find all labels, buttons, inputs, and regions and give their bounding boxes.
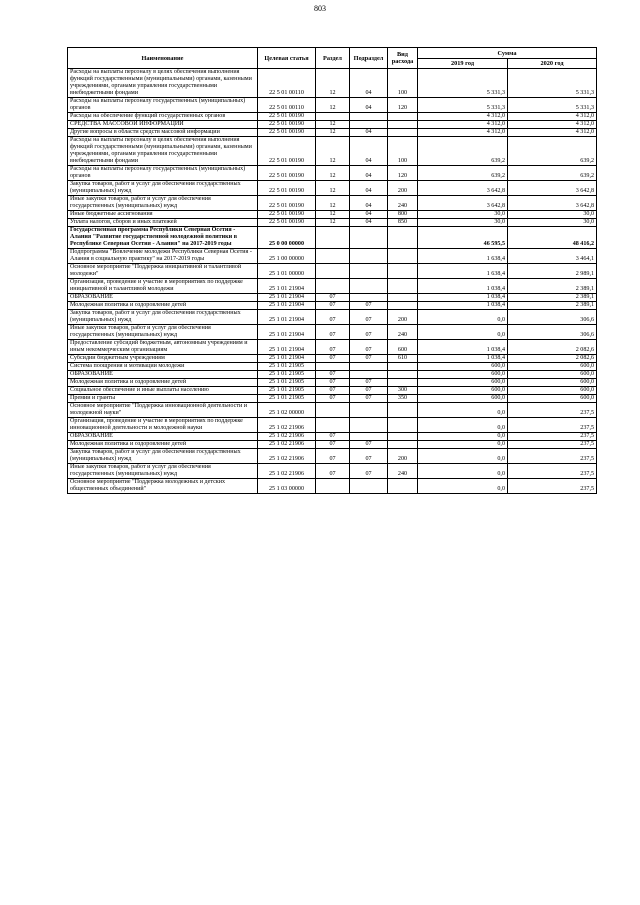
cell-subsection: 07	[350, 355, 388, 363]
cell-subsection: 07	[350, 379, 388, 387]
cell-name: Организация, проведение и участие в мероприятиях по поддержке инновационной деятельности и молодежной науки	[68, 418, 258, 433]
cell-section: 07	[316, 433, 350, 441]
cell-section	[316, 403, 350, 418]
cell-expense-type: 200	[388, 310, 418, 325]
cell-2020: 2 989,1	[508, 264, 597, 279]
cell-section: 12	[316, 166, 350, 181]
table-row	[68, 249, 597, 264]
cell-expense-type	[388, 121, 418, 129]
cell-section: 07	[316, 449, 350, 464]
cell-2020: 2 389,1	[508, 302, 597, 310]
cell-expense-type	[388, 479, 418, 494]
cell-2019: 46 595,5	[418, 227, 508, 249]
budget-table	[67, 47, 597, 494]
cell-expense-type: 200	[388, 181, 418, 196]
cell-2019: 0,0	[418, 479, 508, 494]
cell-expense-type: 800	[388, 211, 418, 219]
cell-subsection: 07	[350, 464, 388, 479]
cell-name: Расходы на обеспечение функций государственных органов	[68, 113, 258, 121]
cell-name: ОБРАЗОВАНИЕ	[68, 371, 258, 379]
page-number: 803	[314, 4, 326, 13]
cell-2020: 237,5	[508, 403, 597, 418]
cell-expense-type	[388, 418, 418, 433]
cell-target: 25 1 01 21904	[258, 340, 316, 355]
cell-target: 25 1 02 21906	[258, 418, 316, 433]
table-row	[68, 264, 597, 279]
cell-2020: 237,5	[508, 441, 597, 449]
cell-name: Организация, проведение и участие в мероприятиях по поддержке инициативной и талантливой молодежи	[68, 279, 258, 294]
cell-expense-type: 120	[388, 98, 418, 113]
cell-2019: 0,0	[418, 464, 508, 479]
cell-name: Социальное обеспечение и иные выплаты населению	[68, 387, 258, 395]
cell-2019: 600,0	[418, 395, 508, 403]
cell-section: 07	[316, 371, 350, 379]
cell-2020: 2 389,1	[508, 294, 597, 302]
cell-section: 07	[316, 379, 350, 387]
cell-expense-type: 300	[388, 387, 418, 395]
cell-expense-type: 240	[388, 325, 418, 340]
cell-subsection	[350, 264, 388, 279]
cell-2020: 30,0	[508, 211, 597, 219]
cell-2019: 0,0	[418, 418, 508, 433]
cell-subsection: 04	[350, 69, 388, 98]
cell-target: 25 1 01 21904	[258, 310, 316, 325]
table-row	[68, 279, 597, 294]
cell-expense-type	[388, 113, 418, 121]
cell-subsection	[350, 403, 388, 418]
cell-2020: 600,0	[508, 371, 597, 379]
cell-name: Другие вопросы в области средств массовой информации	[68, 129, 258, 137]
cell-target: 22 5 01 00190	[258, 121, 316, 129]
cell-2020: 600,0	[508, 395, 597, 403]
cell-section	[316, 363, 350, 371]
table-row	[68, 166, 597, 181]
header-2019: 2019 год	[418, 59, 508, 69]
cell-2020: 306,6	[508, 310, 597, 325]
cell-target: 25 1 02 21906	[258, 433, 316, 441]
cell-target: 25 1 01 21904	[258, 294, 316, 302]
table-row	[68, 302, 597, 310]
header-sum: Сумма	[418, 48, 597, 59]
cell-section: 07	[316, 395, 350, 403]
cell-2019: 4 312,0	[418, 113, 508, 121]
table-row	[68, 433, 597, 441]
cell-subsection: 04	[350, 196, 388, 211]
cell-2019: 0,0	[418, 441, 508, 449]
table-row	[68, 98, 597, 113]
cell-section	[316, 113, 350, 121]
cell-subsection: 07	[350, 325, 388, 340]
cell-name: ОБРАЗОВАНИЕ	[68, 294, 258, 302]
cell-2020: 237,5	[508, 449, 597, 464]
cell-expense-type: 200	[388, 449, 418, 464]
cell-2020: 600,0	[508, 363, 597, 371]
cell-target: 22 5 01 00190	[258, 113, 316, 121]
cell-2020: 237,5	[508, 418, 597, 433]
cell-name: Молодежная политика и оздоровление детей	[68, 441, 258, 449]
header-subsection: Подраздел	[350, 48, 388, 69]
cell-2019: 5 331,3	[418, 98, 508, 113]
cell-expense-type: 600	[388, 340, 418, 355]
cell-section: 07	[316, 387, 350, 395]
table-row	[68, 310, 597, 325]
cell-target: 25 1 00 00000	[258, 249, 316, 264]
cell-subsection	[350, 279, 388, 294]
cell-target: 25 1 01 21905	[258, 363, 316, 371]
table-row	[68, 113, 597, 121]
cell-2020: 4 312,0	[508, 129, 597, 137]
table-body	[68, 69, 597, 494]
cell-2019: 0,0	[418, 325, 508, 340]
cell-target: 25 1 02 00000	[258, 403, 316, 418]
cell-subsection: 07	[350, 340, 388, 355]
cell-name: Основное мероприятие "Поддержка инициативной и талантливой молодежи"	[68, 264, 258, 279]
cell-section	[316, 264, 350, 279]
cell-name: СРЕДСТВА МАССОВОЙ ИНФОРМАЦИИ	[68, 121, 258, 129]
table-row	[68, 219, 597, 227]
cell-expense-type	[388, 302, 418, 310]
table-row	[68, 371, 597, 379]
cell-2019: 600,0	[418, 363, 508, 371]
cell-section: 12	[316, 121, 350, 129]
cell-2019: 600,0	[418, 387, 508, 395]
cell-target: 25 1 01 21905	[258, 371, 316, 379]
cell-name: Закупка товаров, работ и услуг для обеспечения государственных (муниципальных) нужд	[68, 449, 258, 464]
cell-2019: 1 038,4	[418, 302, 508, 310]
table-row	[68, 227, 597, 249]
cell-2019: 4 312,0	[418, 129, 508, 137]
cell-name: Система поощрения и мотивации молодежи	[68, 363, 258, 371]
cell-2020: 237,5	[508, 479, 597, 494]
cell-subsection: 04	[350, 219, 388, 227]
cell-2019: 600,0	[418, 379, 508, 387]
cell-target: 22 5 01 00190	[258, 166, 316, 181]
cell-subsection	[350, 418, 388, 433]
table-row	[68, 69, 597, 98]
cell-subsection	[350, 121, 388, 129]
table-row	[68, 387, 597, 395]
cell-name: Основное мероприятие "Поддержка молодежных и детских общественных объединений"	[68, 479, 258, 494]
cell-subsection: 07	[350, 302, 388, 310]
table-row	[68, 340, 597, 355]
cell-name: Молодежная политика и оздоровление детей	[68, 379, 258, 387]
cell-target: 25 1 03 00000	[258, 479, 316, 494]
cell-expense-type	[388, 279, 418, 294]
cell-target: 22 5 01 00190	[258, 219, 316, 227]
cell-target: 25 1 01 21904	[258, 279, 316, 294]
header-name: Наименование	[68, 48, 258, 69]
table-row	[68, 441, 597, 449]
table-row	[68, 464, 597, 479]
cell-2019: 600,0	[418, 371, 508, 379]
cell-2020: 48 416,2	[508, 227, 597, 249]
cell-section	[316, 227, 350, 249]
cell-section: 12	[316, 69, 350, 98]
cell-2019: 1 638,4	[418, 264, 508, 279]
cell-name: Расходы на выплаты персоналу в целях обеспечения выполнения функций государственными (муниципальными) органами, казенными учреждениями, органами управления государственными внебюджетными фондами	[68, 137, 258, 166]
cell-subsection: 04	[350, 181, 388, 196]
cell-2019: 639,2	[418, 137, 508, 166]
cell-name: Государственная программа Республики Северная Осетия - Алания "Развитие государственной молодежной политики в Республике Северная Осетия - Алания" на 2017-2019 годы	[68, 227, 258, 249]
cell-name: Закупка товаров, работ и услуг для обеспечения государственных (муниципальных) нужд	[68, 181, 258, 196]
cell-section	[316, 479, 350, 494]
cell-2020: 4 312,0	[508, 113, 597, 121]
cell-2020: 639,2	[508, 166, 597, 181]
cell-subsection: 07	[350, 395, 388, 403]
cell-2019: 3 642,8	[418, 196, 508, 211]
cell-target: 25 1 01 21904	[258, 302, 316, 310]
cell-expense-type	[388, 379, 418, 387]
cell-subsection: 04	[350, 137, 388, 166]
cell-expense-type	[388, 441, 418, 449]
cell-2019: 4 312,0	[418, 121, 508, 129]
cell-subsection	[350, 113, 388, 121]
table-row	[68, 355, 597, 363]
cell-subsection	[350, 363, 388, 371]
cell-expense-type	[388, 403, 418, 418]
cell-subsection: 04	[350, 166, 388, 181]
table-row	[68, 395, 597, 403]
cell-expense-type: 240	[388, 464, 418, 479]
cell-target: 25 1 01 21904	[258, 325, 316, 340]
cell-target: 25 1 01 21904	[258, 355, 316, 363]
cell-section: 12	[316, 196, 350, 211]
cell-subsection	[350, 227, 388, 249]
header-target: Целевая статья	[258, 48, 316, 69]
table-row	[68, 418, 597, 433]
cell-section: 07	[316, 302, 350, 310]
cell-2020: 30,0	[508, 219, 597, 227]
table-row	[68, 379, 597, 387]
table-row	[68, 325, 597, 340]
cell-target: 22 5 01 00190	[258, 129, 316, 137]
table-row	[68, 403, 597, 418]
cell-2019: 30,0	[418, 211, 508, 219]
cell-2019: 0,0	[418, 433, 508, 441]
cell-target: 25 1 02 21906	[258, 464, 316, 479]
cell-name: Премии и гранты	[68, 395, 258, 403]
cell-target: 25 1 01 21905	[258, 395, 316, 403]
cell-name: ОБРАЗОВАНИЕ	[68, 433, 258, 441]
cell-subsection	[350, 433, 388, 441]
cell-subsection: 07	[350, 387, 388, 395]
cell-name: Иные бюджетные ассигнования	[68, 211, 258, 219]
cell-section: 07	[316, 441, 350, 449]
cell-target: 25 1 02 21906	[258, 449, 316, 464]
cell-subsection	[350, 249, 388, 264]
cell-name: Основное мероприятие "Поддержка инновационной деятельности и молодежной науки"	[68, 403, 258, 418]
cell-target: 22 5 01 00110	[258, 69, 316, 98]
cell-name: Расходы на выплаты персоналу государственных (муниципальных) органов	[68, 98, 258, 113]
cell-2019: 1 038,4	[418, 340, 508, 355]
cell-target: 25 1 02 21906	[258, 441, 316, 449]
cell-section: 12	[316, 129, 350, 137]
table-row	[68, 449, 597, 464]
cell-expense-type: 100	[388, 137, 418, 166]
cell-expense-type: 610	[388, 355, 418, 363]
cell-expense-type	[388, 363, 418, 371]
cell-target: 25 1 01 00000	[258, 264, 316, 279]
cell-2020: 5 331,3	[508, 69, 597, 98]
cell-expense-type	[388, 371, 418, 379]
cell-section: 07	[316, 325, 350, 340]
cell-2019: 1 038,4	[418, 294, 508, 302]
cell-name: Расходы на выплаты персоналу в целях обеспечения выполнения функций государственными (муниципальными) органами, казенными учреждениями, органами управления государственными внебюджетными фондами	[68, 69, 258, 98]
cell-expense-type	[388, 249, 418, 264]
cell-2019: 0,0	[418, 310, 508, 325]
table-row	[68, 137, 597, 166]
cell-section: 12	[316, 211, 350, 219]
cell-2020: 600,0	[508, 379, 597, 387]
cell-expense-type: 120	[388, 166, 418, 181]
cell-expense-type: 100	[388, 69, 418, 98]
table-row	[68, 181, 597, 196]
cell-2020: 3 464,1	[508, 249, 597, 264]
cell-subsection: 04	[350, 129, 388, 137]
cell-name: Иные закупки товаров, работ и услуг для обеспечения государственных (муниципальных) нужд	[68, 196, 258, 211]
cell-subsection	[350, 371, 388, 379]
cell-2020: 639,2	[508, 137, 597, 166]
cell-target: 25 0 00 00000	[258, 227, 316, 249]
table-row	[68, 211, 597, 219]
cell-section: 12	[316, 219, 350, 227]
cell-target: 22 5 01 00190	[258, 211, 316, 219]
cell-2019: 30,0	[418, 219, 508, 227]
cell-name: Иные закупки товаров, работ и услуг для обеспечения государственных (муниципальных) нужд	[68, 464, 258, 479]
cell-section: 07	[316, 464, 350, 479]
cell-subsection: 07	[350, 310, 388, 325]
header-expense-type: Вид расхода	[388, 48, 418, 69]
cell-2020: 3 642,8	[508, 181, 597, 196]
cell-section: 12	[316, 98, 350, 113]
table-row	[68, 121, 597, 129]
cell-subsection	[350, 479, 388, 494]
cell-2019: 1 038,4	[418, 355, 508, 363]
cell-2019: 3 642,8	[418, 181, 508, 196]
cell-expense-type	[388, 227, 418, 249]
cell-section: 07	[316, 310, 350, 325]
cell-section: 12	[316, 181, 350, 196]
cell-name: Закупка товаров, работ и услуг для обеспечения государственных (муниципальных) нужд	[68, 310, 258, 325]
cell-target: 22 5 01 00190	[258, 137, 316, 166]
cell-target: 25 1 01 21905	[258, 387, 316, 395]
cell-expense-type: 240	[388, 196, 418, 211]
cell-2020: 2 389,1	[508, 279, 597, 294]
cell-target: 22 5 01 00110	[258, 98, 316, 113]
cell-2020: 3 642,8	[508, 196, 597, 211]
cell-name: Предоставление субсидий бюджетным, автономным учреждениям и иным некоммерческим организациям	[68, 340, 258, 355]
cell-target: 22 5 01 00190	[258, 181, 316, 196]
cell-target: 22 5 01 00190	[258, 196, 316, 211]
cell-name: Расходы на выплаты персоналу государственных (муниципальных) органов	[68, 166, 258, 181]
header-section: Раздел	[316, 48, 350, 69]
cell-2020: 600,0	[508, 387, 597, 395]
table-row	[68, 294, 597, 302]
cell-2020: 237,5	[508, 433, 597, 441]
cell-2020: 237,5	[508, 464, 597, 479]
cell-name: Иные закупки товаров, работ и услуг для обеспечения государственных (муниципальных) нужд	[68, 325, 258, 340]
cell-expense-type	[388, 433, 418, 441]
cell-section: 07	[316, 294, 350, 302]
cell-2020: 2 082,6	[508, 340, 597, 355]
cell-expense-type	[388, 294, 418, 302]
cell-2019: 0,0	[418, 449, 508, 464]
table-row	[68, 479, 597, 494]
cell-name: Молодежная политика и оздоровление детей	[68, 302, 258, 310]
cell-target: 25 1 01 21905	[258, 379, 316, 387]
cell-2019: 0,0	[418, 403, 508, 418]
cell-section: 07	[316, 340, 350, 355]
cell-2019: 1 638,4	[418, 249, 508, 264]
header-2020: 2020 год	[508, 59, 597, 69]
cell-2019: 1 038,4	[418, 279, 508, 294]
cell-2019: 639,2	[418, 166, 508, 181]
cell-name: Подпрограмма "Вовлечение молодежи Республики Северная Осетия - Алания в социальную практику" на 2017-2019 годы	[68, 249, 258, 264]
table-row	[68, 363, 597, 371]
table-header	[68, 48, 597, 69]
cell-subsection: 04	[350, 211, 388, 219]
cell-2020: 4 312,0	[508, 121, 597, 129]
cell-section: 07	[316, 355, 350, 363]
cell-expense-type: 350	[388, 395, 418, 403]
cell-2019: 5 331,3	[418, 69, 508, 98]
cell-subsection: 07	[350, 449, 388, 464]
table-row	[68, 129, 597, 137]
cell-2020: 306,6	[508, 325, 597, 340]
cell-2020: 2 082,6	[508, 355, 597, 363]
table-row	[68, 196, 597, 211]
cell-section	[316, 279, 350, 294]
cell-name: Уплата налогов, сборов и иных платежей	[68, 219, 258, 227]
cell-subsection: 04	[350, 98, 388, 113]
cell-expense-type	[388, 264, 418, 279]
cell-subsection: 07	[350, 441, 388, 449]
cell-section	[316, 249, 350, 264]
cell-expense-type: 850	[388, 219, 418, 227]
cell-name: Субсидии бюджетным учреждениям	[68, 355, 258, 363]
cell-section: 12	[316, 137, 350, 166]
cell-section	[316, 418, 350, 433]
cell-2020: 5 331,3	[508, 98, 597, 113]
cell-expense-type	[388, 129, 418, 137]
cell-subsection	[350, 294, 388, 302]
